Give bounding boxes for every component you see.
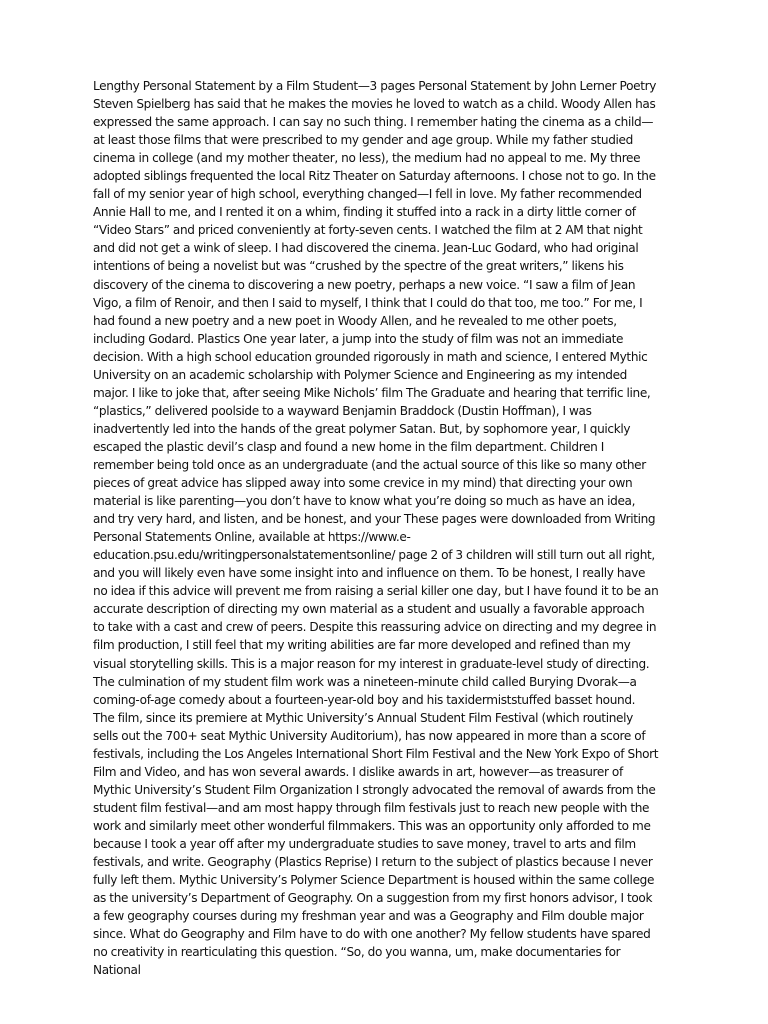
document-body-text: Lengthy Personal Statement by a Film Student—3 pages Personal Statement by John Lerner Poetry Steven Spielberg has said that he makes the movies he loved to watch as a child. Woody Allen has expressed the same approach. I can say no such thing. I remember hating the cinema as a child—at least those films that were prescribed to my gender and age group. While my father studied cinema in college (and my mother theater, no less), the medium had no appeal to me. My three adopted siblings frequented the local Ritz Theater on Saturday afternoons. I chose not to go. In the fall of my senior year of high school, everything changed—I fell in love. My father recommended Annie Hall to me, and I rented it on a whim, finding it stuffed into a rack in a dirty little corner of “Video Stars” and priced conveniently at forty-seven cents. I watched the film at 2 AM that night and did not get a wink of sleep. I had discovered the cinema. Jean-Luc Godard, who had original intentions of being a novelist but was “crushed by the spectre of the great writers,” likens his discovery of the cinema to discovering a new poetry, perhaps a new voice. “I saw a film of Jean Vigo, a film of Renoir, and then I said to myself, I think that I could do that too, me too.” For me, I had found a new poetry and a new poet in Woody Allen, and he revealed to me other poets, including Godard. Plastics One year later, a jump into the study of film was not an immediate decision. With a high school education grounded rigorously in math and science, I entered Mythic University on an academic scholarship with Polymer Science and Engineering as my intended major. I like to joke that, after seeing Mike Nichols’ film The Graduate and hearing that terrific line, “plastics,” delivered poolside to a wayward Benjamin Braddock (Dustin Hoffman), I was inadvertently led into the hands of the great polymer Satan. But, by sophomore year, I quickly escaped the plastic devil’s clasp and found a new home in the film department. Children I remember being told once as an undergraduate (and the actual source of this like so many other pieces of great advice has slipped away into some crevice in my mind) that directing your own material is like parenting—you don’t have to know what you’re doing so much as have an idea, and try very hard, and listen, and be honest, and your These pages were downloaded from Writing Personal Statements Online, available at https://www.e-education.psu.edu/writingpersonalstatementsonline/ page 2 of 3 children will still turn out all right, and you will likely even have some insight into and influence on them. To be honest, I really have no idea if this advice will prevent me from raising a serial killer one day, but I have found it to be an accurate description of directing my own material as a student and usually a favorable approach to take with a cast and crew of peers. Despite this reassuring advice on directing and my degree in film production, I still feel that my writing abilities are far more developed and refined than my visual storytelling skills. This is a major reason for my interest in graduate-level study of directing. The culmination of my student film work was a nineteen-minute child called Burying Dvorak—a coming-of-age comedy about a fourteen-year-old boy and his taxidermiststuffed basset hound. The film, since its premiere at Mythic University’s Annual Student Film Festival (which routinely sells out the 700+ seat Mythic University Auditorium), has now appeared in more than a score of festivals, including the Los Angeles International Short Film Festival and the New York Expo of Short Film and Video, and has won several awards. I dislike awards in art, however—as treasurer of Mythic University’s Student Film Organization I strongly advocated the removal of awards from the student film festival—and am most happy through film festivals just to reach new people with the work and similarly meet other wonderful filmmakers. This was an opportunity only afforded to me because I took a year off after my undergraduate studies to save money, travel to arts and film festivals, and write. Geography (Plastics Reprise) I return to the subject of plastics because I never fully left them. Mythic University’s Polymer Science Department is housed within the same college as the university’s Department of Geography. On a suggestion from my first honors advisor, I took a few geography courses during my freshman year and was a Geography and Film double major since. What do Geography and Film have to do with one another? My fellow students have spared no creativity in rearticulating this question. “So, do you wanna, um, make documentaries for National bbox=[93, 79, 659, 978]
